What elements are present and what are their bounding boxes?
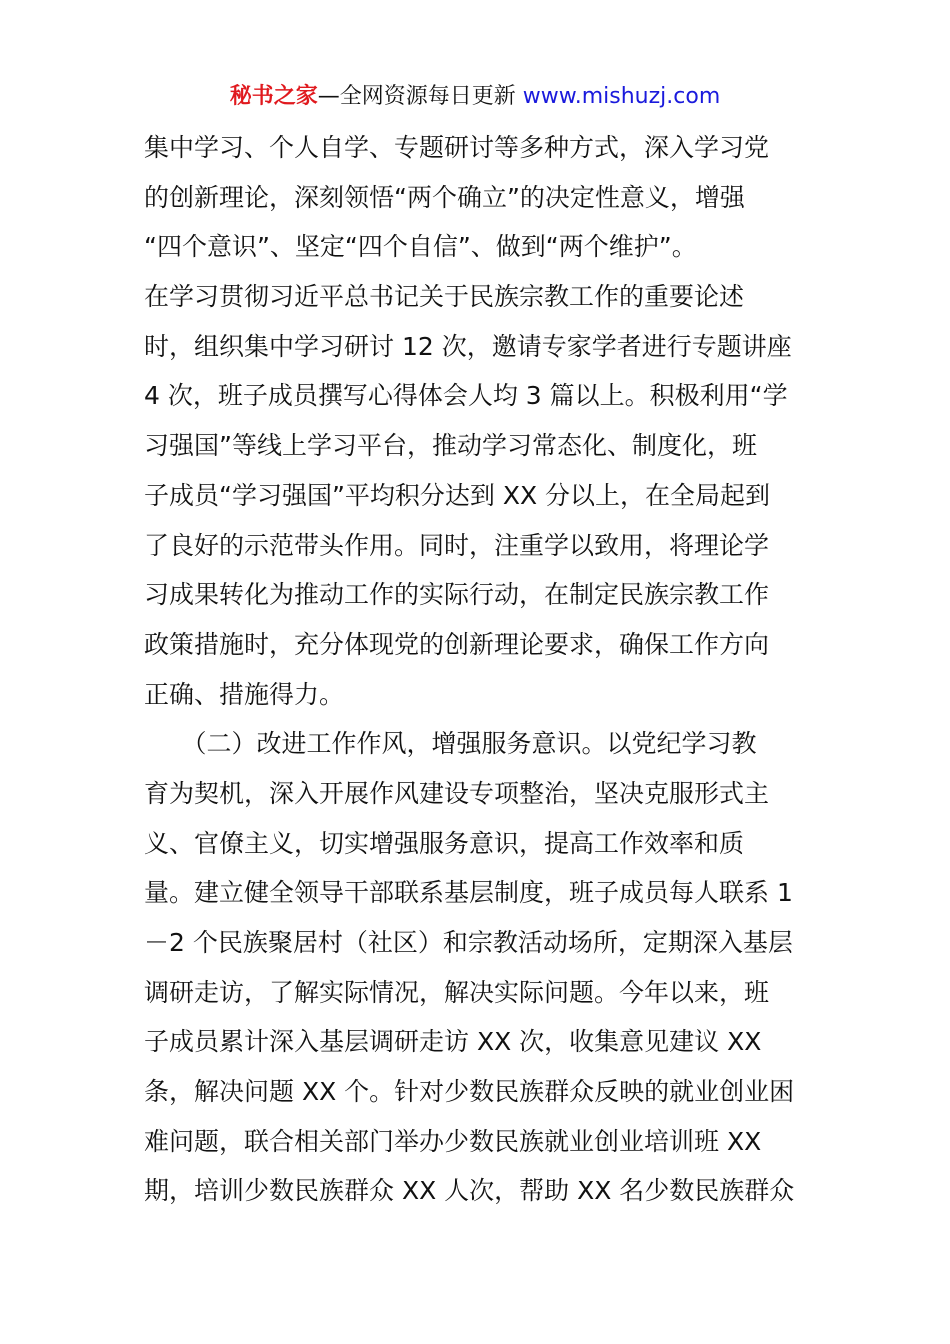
text-line: 的创新理论，深刻领悟“两个确立”的决定性意义，增强 — [144, 182, 745, 212]
text-line: 难问题，联合相关部门举办少数民族就业创业培训班 XX — [144, 1126, 762, 1156]
site-url-link[interactable]: www.mishuzj.com — [522, 84, 721, 109]
text-line: －2 个民族聚居村（社区）和宗教活动场所，定期深入基层 — [144, 928, 793, 957]
text-line: 义、官僚主义，切实增强服务意识，提高工作效率和质 — [144, 828, 745, 858]
text-line: 时，组织集中学习研讨 12 次，邀请专家学者进行专题讲座 — [144, 331, 792, 361]
text-line: 在学习贯彻习近平总书记关于民族宗教工作的重要论述 — [144, 282, 745, 312]
site-brand: 秘书之家 — [229, 84, 318, 109]
text-line: 期，培训少数民族群众 XX 人次，帮助 XX 名少数民族群众 — [144, 1176, 795, 1206]
text-line: 集中学习、个人自学、专题研讨等多种方式，深入学习党 — [144, 133, 770, 162]
text-line: 4 次，班子成员撰写心得体会人均 3 篇以上。积极利用“学 — [144, 381, 788, 411]
text-line: 量。建立健全领导干部联系基层制度，班子成员每人联系 1 — [144, 878, 793, 908]
text-line: 了良好的示范带头作用。同时，注重学以致用，将理论学 — [144, 530, 770, 560]
text-line: 育为契机，深入开展作风建设专项整治，坚决克服形式主 — [144, 778, 770, 808]
text-line: 习强国”等线上学习平台，推动学习常态化、制度化，班 — [144, 431, 757, 461]
text-line: 习成果转化为推动工作的实际行动，在制定民族宗教工作 — [144, 580, 770, 610]
text-line: 调研走访，了解实际情况，解决实际问题。今年以来，班 — [144, 977, 770, 1007]
text-line: 政策措施时，充分体现党的创新理论要求，确保工作方向 — [144, 629, 770, 659]
text-line: 条，解决问题 XX 个。针对少数民族群众反映的就业创业困 — [144, 1077, 795, 1107]
page-header — [0, 80, 950, 114]
site-tagline: —全网资源每日更新 — [317, 84, 516, 109]
text-line: 子成员“学习强国”平均积分达到 XX 分以上，在全局起到 — [144, 480, 771, 510]
text-line: 正确、措施得力。 — [144, 679, 345, 709]
section-heading-line: （二）改进工作作风，增强服务意识。以党纪学习教 — [144, 729, 757, 759]
text-line: “四个意识”、坚定“四个自信”、做到“两个维护”。 — [144, 232, 697, 262]
text-line: 子成员累计深入基层调研走访 XX 次，收集意见建议 XX — [144, 1027, 762, 1057]
document-body — [144, 123, 824, 1216]
